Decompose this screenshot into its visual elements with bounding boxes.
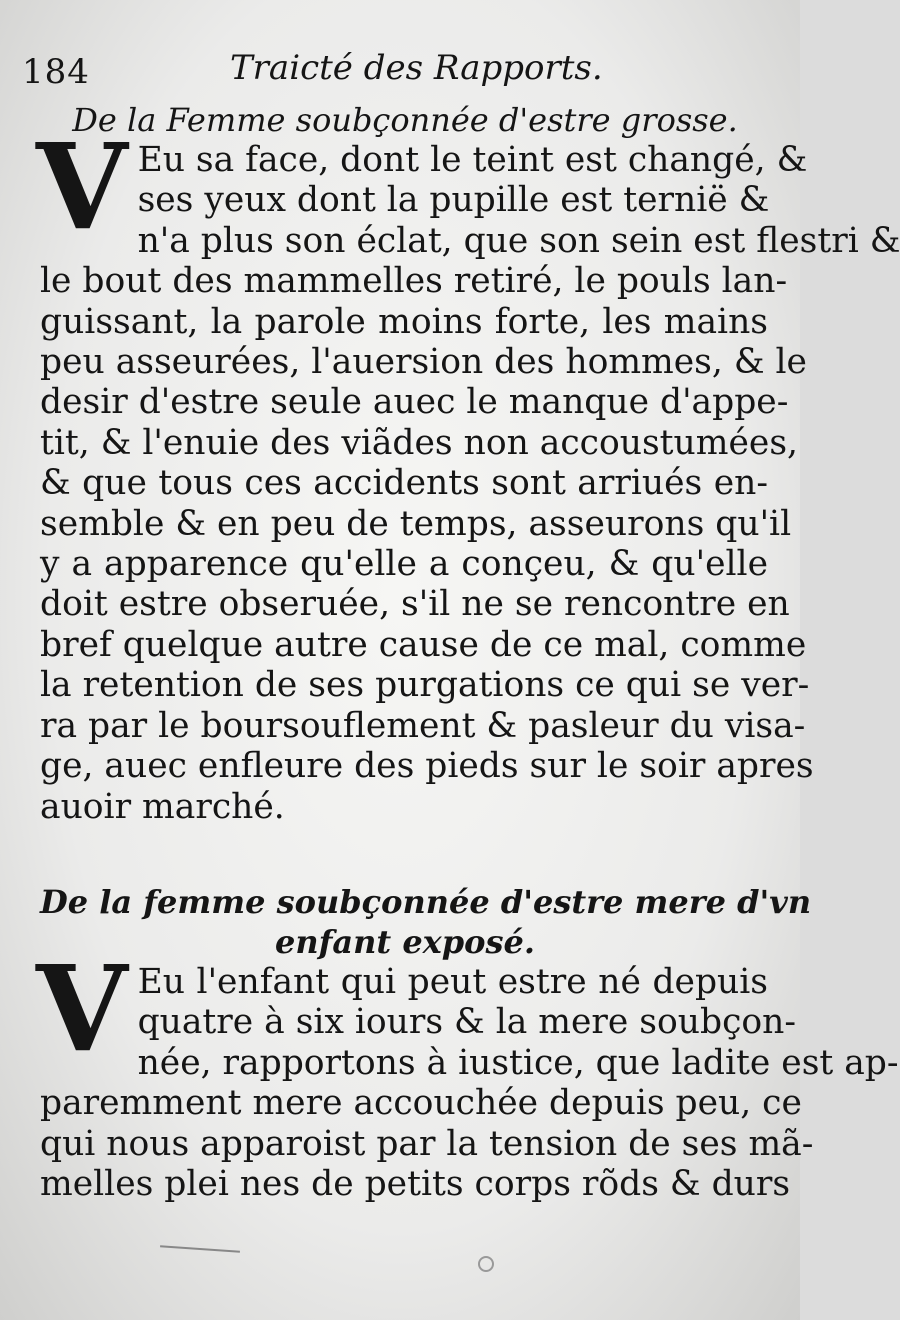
text-line: auoir marché. [40, 786, 285, 827]
text-line: tit, & l'enuie des viãdes non accoustumées, [40, 422, 798, 463]
text-line: melles plei nes de petits corps rõds & durs [40, 1164, 791, 1205]
text-line: peu asseurées, l'auersion des hommes, & le [40, 342, 807, 383]
text-line: Eu l'enfant qui peut estre né depuis [137, 962, 768, 1002]
text-line: bref quelque autre cause de ce mal, comme [40, 624, 807, 665]
text-line: Eu sa face, dont le teint est changé, & [137, 140, 808, 180]
text-line: semble & en peu de temps, asseurons qu'il [40, 503, 792, 544]
text-line: quatre à six iours & la mere soubçon- [137, 1002, 797, 1043]
text-line: née, rapportons à iustice, que ladite est ap- [137, 1042, 899, 1083]
section-heading-pregnancy: De la Femme soubçonnée d'estre grosse. [72, 101, 738, 139]
running-title: Traicté des Rapports. [230, 48, 603, 88]
text-line: doit estre obseruée, s'il ne se rencontre en [40, 584, 790, 625]
heading-line: De la femme soubçonnée d'estre mere d'vn [40, 883, 812, 921]
text-line: y a apparence qu'elle a conçeu, & qu'elle [40, 544, 768, 585]
ink-mark [160, 1245, 240, 1253]
paper-spot [478, 1256, 494, 1272]
text-line: & que tous ces accidents sont arriués en- [40, 463, 768, 504]
text-line: la retention de ses purgations ce qui se ver- [40, 665, 810, 706]
heading-line: enfant exposé. [275, 923, 535, 961]
drop-cap: V [36, 939, 128, 1078]
text-line: ge, auec enfleure des pieds sur le soir apres [40, 746, 814, 787]
page-number: 184 [22, 52, 90, 92]
text-line: desir d'estre seule auec le manque d'appe- [40, 382, 789, 423]
section-heading-mother [40, 882, 812, 962]
text-line: qui nous apparoist par la tension de ses mã- [40, 1123, 814, 1164]
text-line: ses yeux dont la pupille est ternië & [137, 180, 770, 221]
text-line: paremment mere accouchée depuis peu, ce [40, 1083, 802, 1124]
text-line: guissant, la parole moins forte, les mains [40, 301, 768, 342]
text-line: ra par le boursouflement & pasleur du visa- [40, 705, 806, 746]
text-line: le bout des mammelles retiré, le pouls lan- [40, 261, 788, 302]
drop-cap: V [36, 117, 128, 256]
text-line: n'a plus son éclat, que son sein est flestri & [137, 220, 900, 261]
